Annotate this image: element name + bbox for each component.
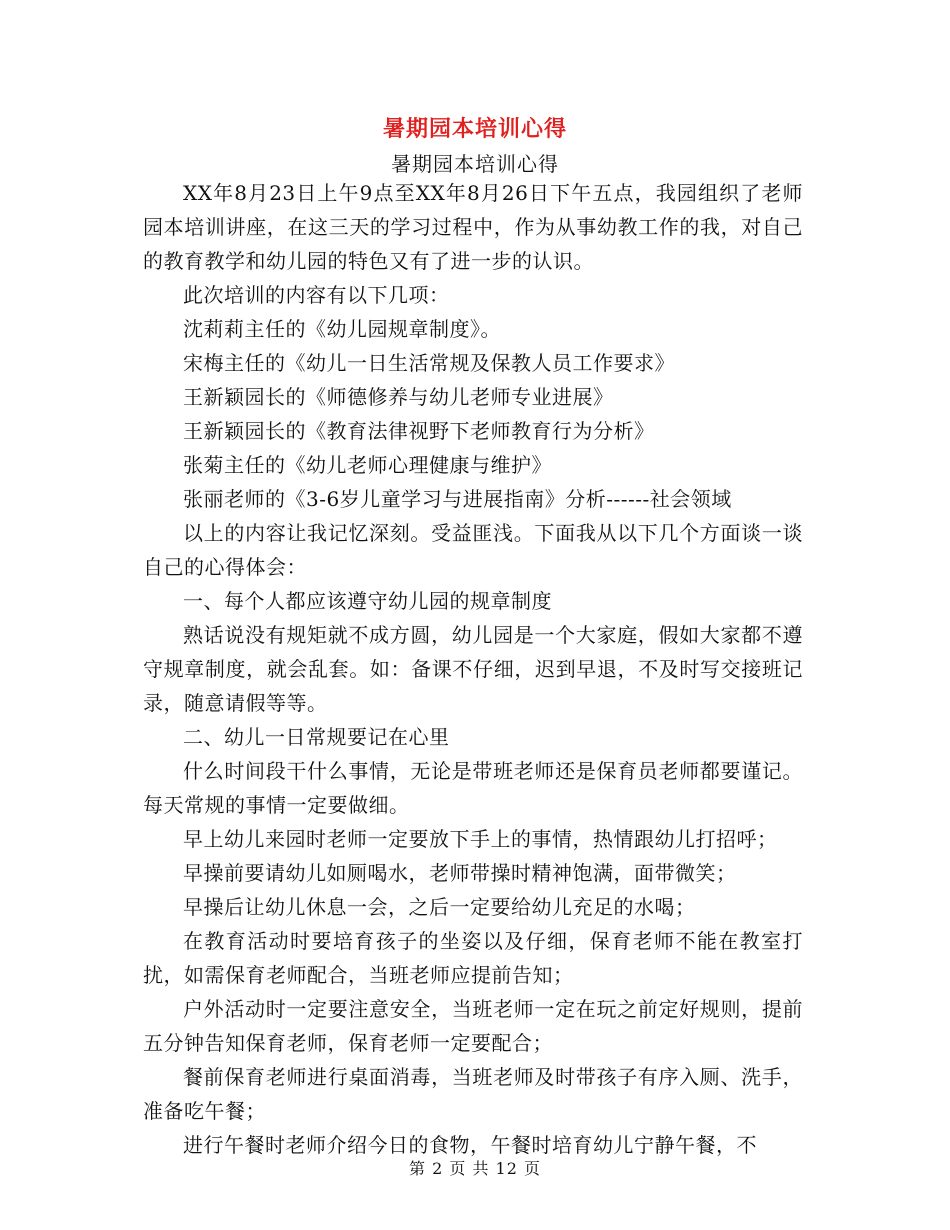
paragraph: 户外活动时一定要注意安全，当班老师一定在玩之前定好规则，提前五分钟告知保育老师，保育老师一定要配合；: [143, 997, 803, 1055]
paragraph: 此次培训的内容有以下几项：: [183, 283, 450, 307]
paragraph: XX年8月23日上午9点至XX年8月26日下午五点，我园组织了老师园本培训讲座，在这三天的学习过程中，作为从事幼教工作的我，对自己的教育教学和幼儿园的特色又有了进一步的认识。: [143, 181, 803, 273]
paragraph: 什么时间段干什么事情，无论是带班老师还是保育员老师都要谨记。每天常规的事情一定要做细。: [143, 759, 803, 817]
page-footer: 第 2 页 共 12 页: [409, 1159, 541, 1178]
paragraph: 餐前保育老师进行桌面消毒，当班老师及时带孩子有序入厕、洗手，准备吃午餐；: [143, 1065, 803, 1123]
paragraph: 熟话说没有规矩就不成方圆，幼儿园是一个大家庭，假如大家都不遵守规章制度，就会乱套。如：备课不仔细，迟到早退，不及时写交接班记录，随意请假等等。: [143, 623, 803, 715]
paragraph: 进行午餐时老师介绍今日的食物，午餐时培育幼儿宁静午餐，不: [183, 1133, 757, 1157]
paragraph: 张丽老师的《3-6岁儿童学习与进展指南》分析------社会领域: [183, 487, 732, 511]
paragraph: 以上的内容让我记忆深刻。受益匪浅。下面我从以下几个方面谈一谈自己的心得体会：: [143, 521, 803, 579]
paragraph: 王新颖园长的《师德修养与幼儿老师专业进展》: [183, 385, 614, 409]
paragraph: 早操后让幼儿休息一会，之后一定要给幼儿充足的水喝；: [183, 895, 696, 919]
document-body: [143, 176, 803, 1162]
document-title: 暑期园本培训心得: [382, 116, 567, 142]
section-heading: 一、每个人都应该遵守幼儿园的规章制度: [183, 589, 552, 613]
paragraph: 宋梅主任的《幼儿一日生活常规及保教人员工作要求》: [183, 351, 675, 375]
paragraph: 早上幼儿来园时老师一定要放下手上的事情，热情跟幼儿打招呼；: [183, 827, 778, 851]
paragraph: 沈莉莉主任的《幼儿园规章制度》。: [183, 317, 501, 341]
paragraph: 张菊主任的《幼儿老师心理健康与维护》: [183, 453, 552, 477]
paragraph: 在教育活动时要培育孩子的坐姿以及仔细，保育老师不能在教室打扰，如需保育老师配合，当班老师应提前告知；: [143, 929, 803, 987]
document-subtitle: 暑期园本培训心得: [391, 152, 559, 176]
paragraph: 王新颖园长的《教育法律视野下老师教育行为分析》: [183, 419, 655, 443]
paragraph: 早操前要请幼儿如厕喝水，老师带操时精神饱满，面带微笑；: [183, 861, 737, 885]
section-heading: 二、幼儿一日常规要记在心里: [183, 725, 450, 749]
